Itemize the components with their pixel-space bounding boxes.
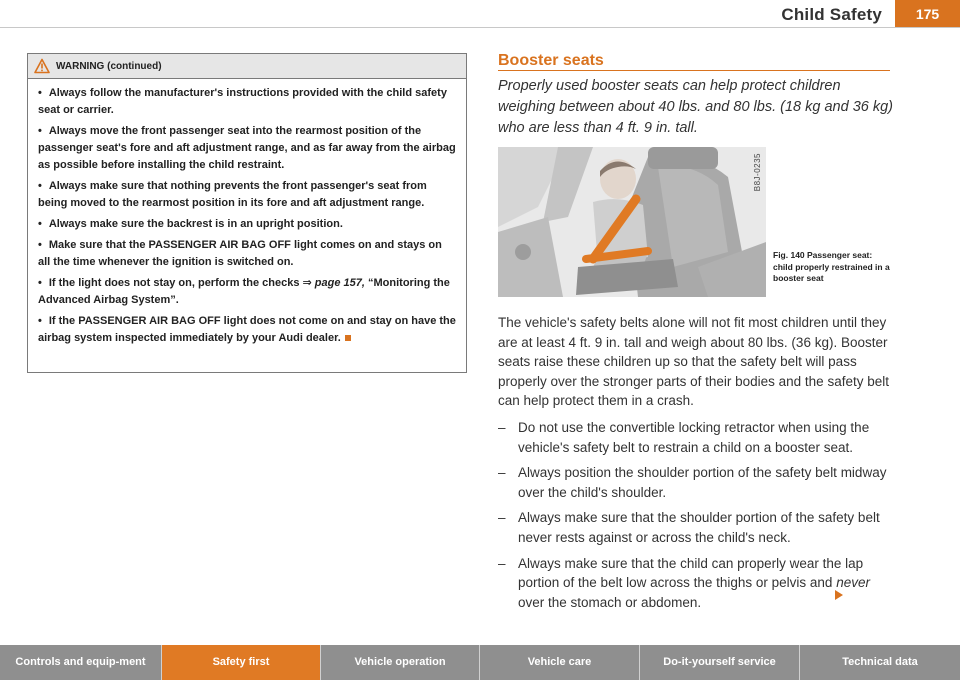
page-number: 175: [895, 0, 960, 27]
warning-item: • Make sure that the PASSENGER AIR BAG OFF light comes on and stays on all the time whenever the ignition is switched on.: [38, 239, 442, 268]
list-item: – Always make sure that the shoulder portion of the safety belt never rests against or across the child's neck.: [498, 510, 880, 545]
warning-item: • If the light does not stay on, perform the checks ⇒ page 157, “Monitoring the Advanced Airbag System”.: [38, 277, 450, 306]
list-item: – Always position the shoulder portion of the safety belt midway over the child's shoulder.: [498, 465, 887, 500]
list-item: – Always make sure that the child can properly wear the lap portion of the belt low across the thighs or pelvis and never over the stomach or abdomen.: [498, 555, 870, 610]
tab-safety-first[interactable]: Safety first: [162, 645, 321, 680]
header-rule: [0, 27, 960, 28]
warning-list: [28, 79, 466, 347]
warning-box: [27, 53, 467, 373]
tab-vehicle-care[interactable]: Vehicle care: [480, 645, 640, 680]
section-end-marker-icon: [345, 335, 351, 341]
chapter-nav: [0, 645, 960, 680]
section-body: [498, 313, 893, 618]
page-cross-reference-link[interactable]: page 157,: [314, 277, 365, 289]
warning-item: • Always follow the manufacturer's instructions provided with the child safety seat or carrier.: [38, 87, 447, 116]
section-title: Booster seats: [498, 52, 604, 69]
figure-code: B8J-0235: [753, 153, 762, 192]
section-rule: [498, 70, 890, 71]
warning-item: • If the PASSENGER AIR BAG OFF light does not come on and stay on have the airbag system inspected immediately by your Audi dealer.: [38, 315, 456, 344]
warning-title: WARNING (continued): [56, 60, 162, 72]
child-booster-seat-illustration: [498, 147, 766, 297]
list-item: – Do not use the convertible locking retractor when using the vehicle's safety belt to restrain a child on a booster seat.: [498, 419, 870, 455]
section-intro: Properly used booster seats can help protect children weighing between about 40 lbs. and 80 lbs. (18 kg and 36 kg) who are less than 4 ft. 9 in. tall.: [498, 78, 893, 136]
figure-caption: Fig. 140 Passenger seat: child properly restrained in a booster seat: [773, 250, 890, 283]
warning-item: • Always make sure the backrest is in an upright position.: [38, 218, 343, 230]
warning-item: • Always move the front passenger seat into the rearmost position of the passenger seat's fore and aft adjustment range, and as far away from the airbag as possible before installing the child restraint.: [38, 125, 456, 171]
body-paragraph: The vehicle's safety belts alone will not fit most children until they are at least 4 ft. 9 in. tall and weigh about 80 lbs. (36 kg). Booster seats raise these children up so that the safety belt will pass properly over the stronger parts of their bodies and the safety belt can help protect them in a crash.: [498, 315, 889, 409]
tab-controls-and-equipment[interactable]: Controls and equip-ment: [0, 645, 162, 680]
tab-vehicle-operation[interactable]: Vehicle operation: [321, 645, 480, 680]
warning-header: [28, 54, 466, 79]
continued-arrow-icon: [835, 590, 843, 600]
tab-do-it-yourself-service[interactable]: Do-it-yourself service: [640, 645, 800, 680]
tab-technical-data[interactable]: Technical data: [800, 645, 960, 680]
figure-booster-seat: [498, 147, 766, 297]
warning-item: • Always make sure that nothing prevents the front passenger's seat from being moved to the rearmost position in its fore and aft adjustment range.: [38, 180, 427, 209]
running-head: Child Safety: [781, 5, 882, 24]
warning-triangle-icon: [34, 58, 50, 74]
instruction-list: [498, 418, 893, 612]
